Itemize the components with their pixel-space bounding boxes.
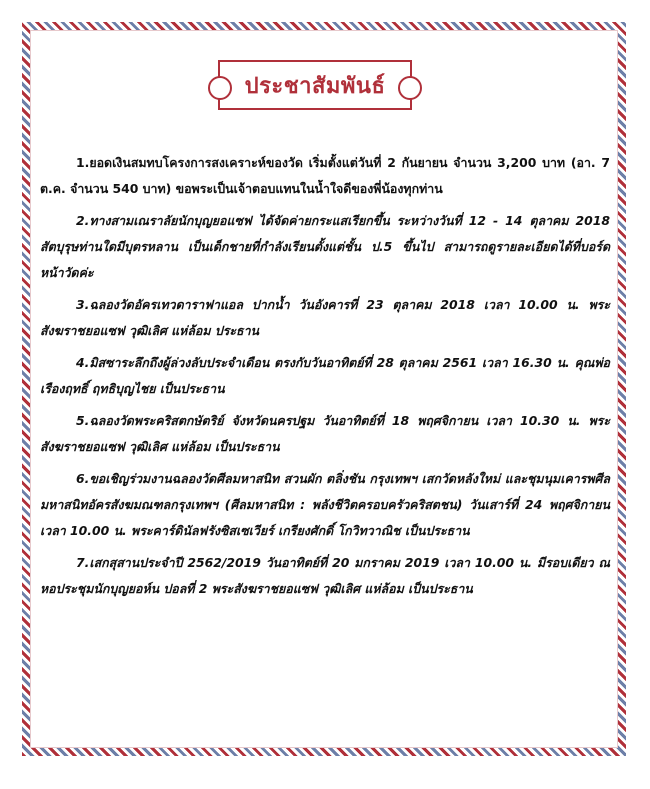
page-title: ประชาสัมพันธ์: [244, 73, 386, 99]
announcement-item-4: [40, 350, 610, 402]
announcement-item-7: [40, 550, 610, 602]
announcement-text: 2.ทางสามเณราลัยนักบุญยอแซฟ ได้จัดค่ายกระแสเรียกขึ้น ระหว่างวันที่ 12 - 14 ตุลาคม 2018 สัตบุรุษท่านใดมีบุตรหลาน เป็นเด็กชายที่กำลังเรียนตั้งแต่ชั้น ป.5 ขึ้นไป สามารถดูรายละเอียดได้ที่บอร์ดหน้าวัดค่ะ: [40, 213, 610, 280]
announcement-text: 6.ขอเชิญร่วมงานฉลองวัดศีลมหาสนิท สวนผัก ตลิ่งชัน กรุงเทพฯ เสกวัดหลังใหม่ และชุมนุมเคารพศีลมหาสนิทอัครสังฆมณฑลกรุงเทพฯ (ศีลมหาสนิท : พลังชีวิตครอบครัวคริสตชน) วันเสาร์ที่ 24 พฤศจิกายน เวลา 10.00 น. พระคาร์ดินัลฟรังซิสเซเวียร์ เกรียงศักดิ์ โกวิทวาณิช เป็นประธาน: [40, 471, 610, 538]
announcement-text: 7.เสกสุสานประจำปี 2562/2019 วันอาทิตย์ที่ 20 มกราคม 2019 เวลา 10.00 น. มีรอบเดียว ณ หอประชุมนักบุญยอห์น ปอลที่ 2 พระสังฆราชยอแซฟ วุฒิเลิศ แห่ล้อม เป็นประธาน: [40, 555, 610, 596]
announcement-item-1: [40, 150, 610, 202]
title-banner: [218, 60, 412, 110]
announcement-item-5: [40, 408, 610, 460]
announcement-list: [40, 150, 610, 608]
announcement-text: 5.ฉลองวัดพระคริสตกษัตริย์ จังหวัดนครปฐม วันอาทิตย์ที่ 18 พฤศจิกายน เวลา 10.30 น. พระสังฆราชยอแซฟ วุฒิเลิศ แห่ล้อม เป็นประธาน: [40, 413, 610, 454]
announcement-text: 3.ฉลองวัดอัครเทวดาราฟาแอล ปากน้ำ วันอังคารที่ 23 ตุลาคม 2018 เวลา 10.00 น. พระสังฆราชยอแซฟ วุฒิเลิศ แห่ล้อม ประธาน: [40, 297, 610, 338]
announcement-item-6: [40, 466, 610, 544]
announcement-text: 4.มิสซาระลึกถึงผู้ล่วงลับประจำเดือน ตรงกับวันอาทิตย์ที่ 28 ตุลาคม 2561 เวลา 16.30 น. คุณพ่อเรืองฤทธิ์ ฤทธิบุญไชย เป็นประธาน: [40, 355, 610, 396]
announcement-item-2: [40, 208, 610, 286]
announcement-item-3: [40, 292, 610, 344]
announcement-text: 1.ยอดเงินสมทบโครงการสงเคราะห์ของวัด เริ่มตั้งแต่วันที่ 2 กันยายน จำนวน 3,200 บาท (อา. 7 ต.ค. จำนวน 540 บาท) ขอพระเป็นเจ้าตอบแทนในน้ำใจดีของพี่น้องทุกท่าน: [40, 155, 610, 196]
